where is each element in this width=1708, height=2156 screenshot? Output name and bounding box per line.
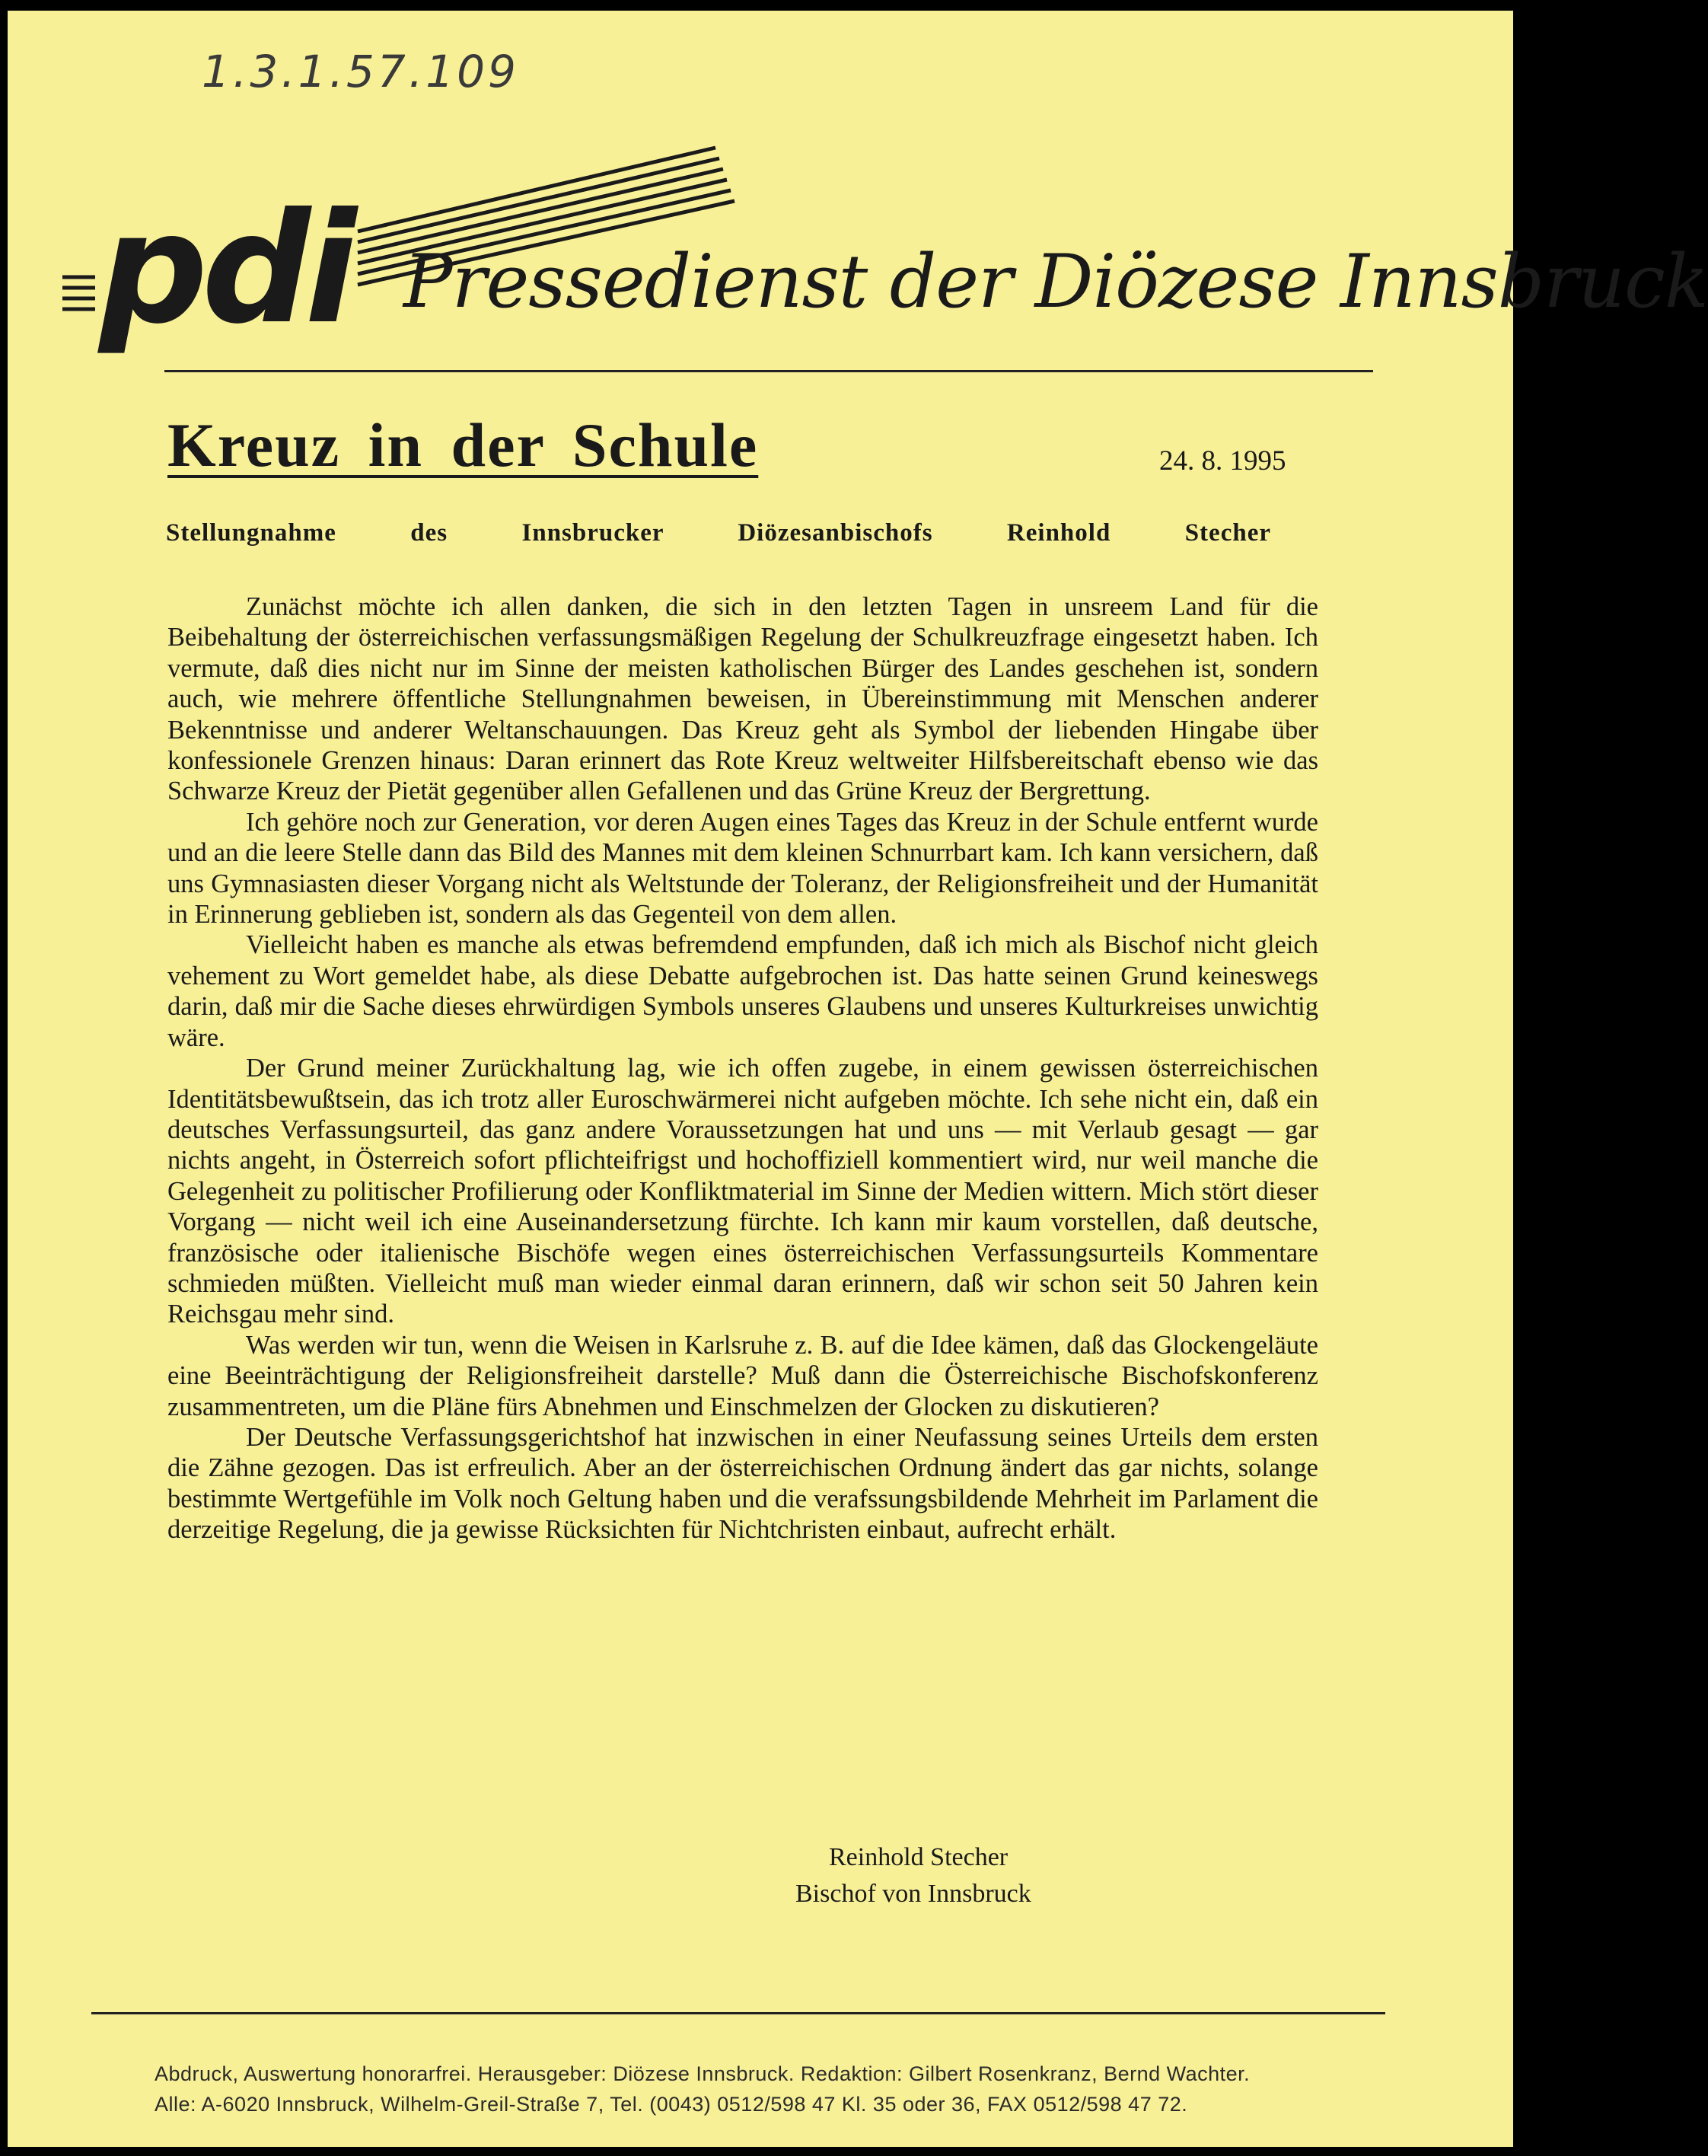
archive-number: 1.3.1.57.109 (202, 46, 519, 97)
press-service-name: Pressedienst der Diözese Innsbruck (403, 239, 1708, 324)
footer (155, 2059, 1372, 2119)
signature-name: Reinhold Stecher (829, 1843, 1009, 1871)
paragraph: Vielleicht haben es manche als etwas befremdend empfunden, daß ich mich als Bischof nicht gleich vehement zu Wort gemeldet habe, als diese Debatte aufgebrochen ist. Das hatte seinen Grund keineswegs darin, daß mir die Sache dieses ehrwürdigen Symbols unseres Glaubens und unseres Kulturkreises unwichtig wäre. (167, 930, 1318, 1052)
logo-text: pdi (99, 180, 351, 358)
signature-block (795, 1839, 1031, 1912)
publication-date: 24. 8. 1995 (1159, 445, 1286, 477)
subtitle: Stellungnahme des Innsbrucker Diözesanbischofs Reinhold Stecher (166, 519, 1271, 547)
paragraph: Der Grund meiner Zurückhaltung lag, wie ich offen zugebe, in einem gewissen österreichischen Identitätsbewußtsein, das ich trotz aller Euroschwärmerei nicht aufgeben möchte. Ich sehe nicht ein, daß ein deutsches Verfassungsurteil, das ganz andere Voraussetzungen hat und uns — mit Verlaub gesagt — gar nichts angeht, in Österreich sofort pflichteifrigst und hochoffiziell kommentiert wird, nur weil manche die Gelegenheit zu politischer Profilierung oder Konfliktmaterial im Sinne der Medien wittern. Mich stört dieser Vorgang — nicht weil ich eine Auseinandersetzung fürchte. Ich kann mir kaum vorstellen, daß deutsche, französische oder italienische Bischöfe wegen eines österreichischen Verfassungsurteils Kommentare schmieden müßten. Vielleicht muß man wieder einmal daran erinnern, daß wir schon seit 50 Jahren kein Reichsgau mehr sind. (167, 1054, 1318, 1329)
header-divider (164, 370, 1373, 372)
document-page (8, 11, 1708, 2147)
footer-divider (91, 2012, 1385, 2014)
paragraph: Was werden wir tun, wenn die Weisen in Karlsruhe z. B. auf die Idee kämen, daß das Glockengeläute eine Beeinträchtigung der Religionsfreiheit darstelle? Muß dann die Österreichische Bischofskonferenz zusammentreten, um die Pläne fürs Abnehmen und Einschmelzen der Glocken zu diskutieren? (167, 1330, 1318, 1421)
footer-line: Alle: A-6020 Innsbruck, Wilhelm-Greil-Straße 7, Tel. (0043) 0512/598 47 Kl. 35 oder 36, FAX 0512/598 47 72. (155, 2093, 1188, 2116)
paragraph: Ich gehöre noch zur Generation, vor deren Augen eines Tages das Kreuz in der Schule entfernt wurde und an die leere Stelle dann das Bild des Mannes mit dem kleinen Schnurrbart kam. Ich kann versichern, daß uns Gymnasiasten dieser Vorgang nicht als Weltstunde der Toleranz, der Religionsfreiheit und der Humanität in Erinnerung geblieben ist, sondern als das Gegenteil von dem allen. (167, 807, 1318, 930)
article-body (167, 592, 1318, 1545)
page-title: Kreuz in der Schule (167, 410, 759, 480)
signature-title: Bischof von Innsbruck (795, 1880, 1031, 1908)
paragraph: Zunächst möchte ich allen danken, die sich in den letzten Tagen in unsreem Land für die Beibehaltung der österreichischen verfassungsmäßigen Regelung der Schulkreuzfrage eingesetzt haben. Ich vermute, daß dies nicht nur im Sinne der meisten katholischen Bürger des Landes geschehen ist, sondern auch, wie mehrere öffentliche Stellungnahmen beweisen, in Übereinstimmung mit Menschen anderer Bekenntnisse und anderer Weltanschauungen. Das Kreuz geht als Symbol der liebenden Hingabe über konfessionele Grenzen hinaus: Daran erinnert das Rote Kreuz weltweiter Hilfsbereitschaft ebenso wie das Schwarze Kreuz der Pietät gegenüber allen Gefallenen und das Grüne Kreuz der Bergrettung. (167, 592, 1318, 806)
footer-line: Abdruck, Auswertung honorarfrei. Herausgeber: Diözese Innsbruck. Redaktion: Gilbert Rosenkranz, Bernd Wachter. (155, 2062, 1251, 2085)
paragraph: Der Deutsche Verfassungsgerichtshof hat inzwischen in einer Neufassung seines Urteils dem ersten die Zähne gezogen. Das ist erfreulich. Aber an der österreichischen Ordnung ändert das gar nichts, solange bestimmte Wertgefühle im Volk noch Geltung haben und die verafssungsbildende Mehrheit im Parlament die derzeitige Regelung, die ja gewisse Rücksichten für Nichtchristen einbaut, aufrecht erhält. (167, 1422, 1318, 1545)
